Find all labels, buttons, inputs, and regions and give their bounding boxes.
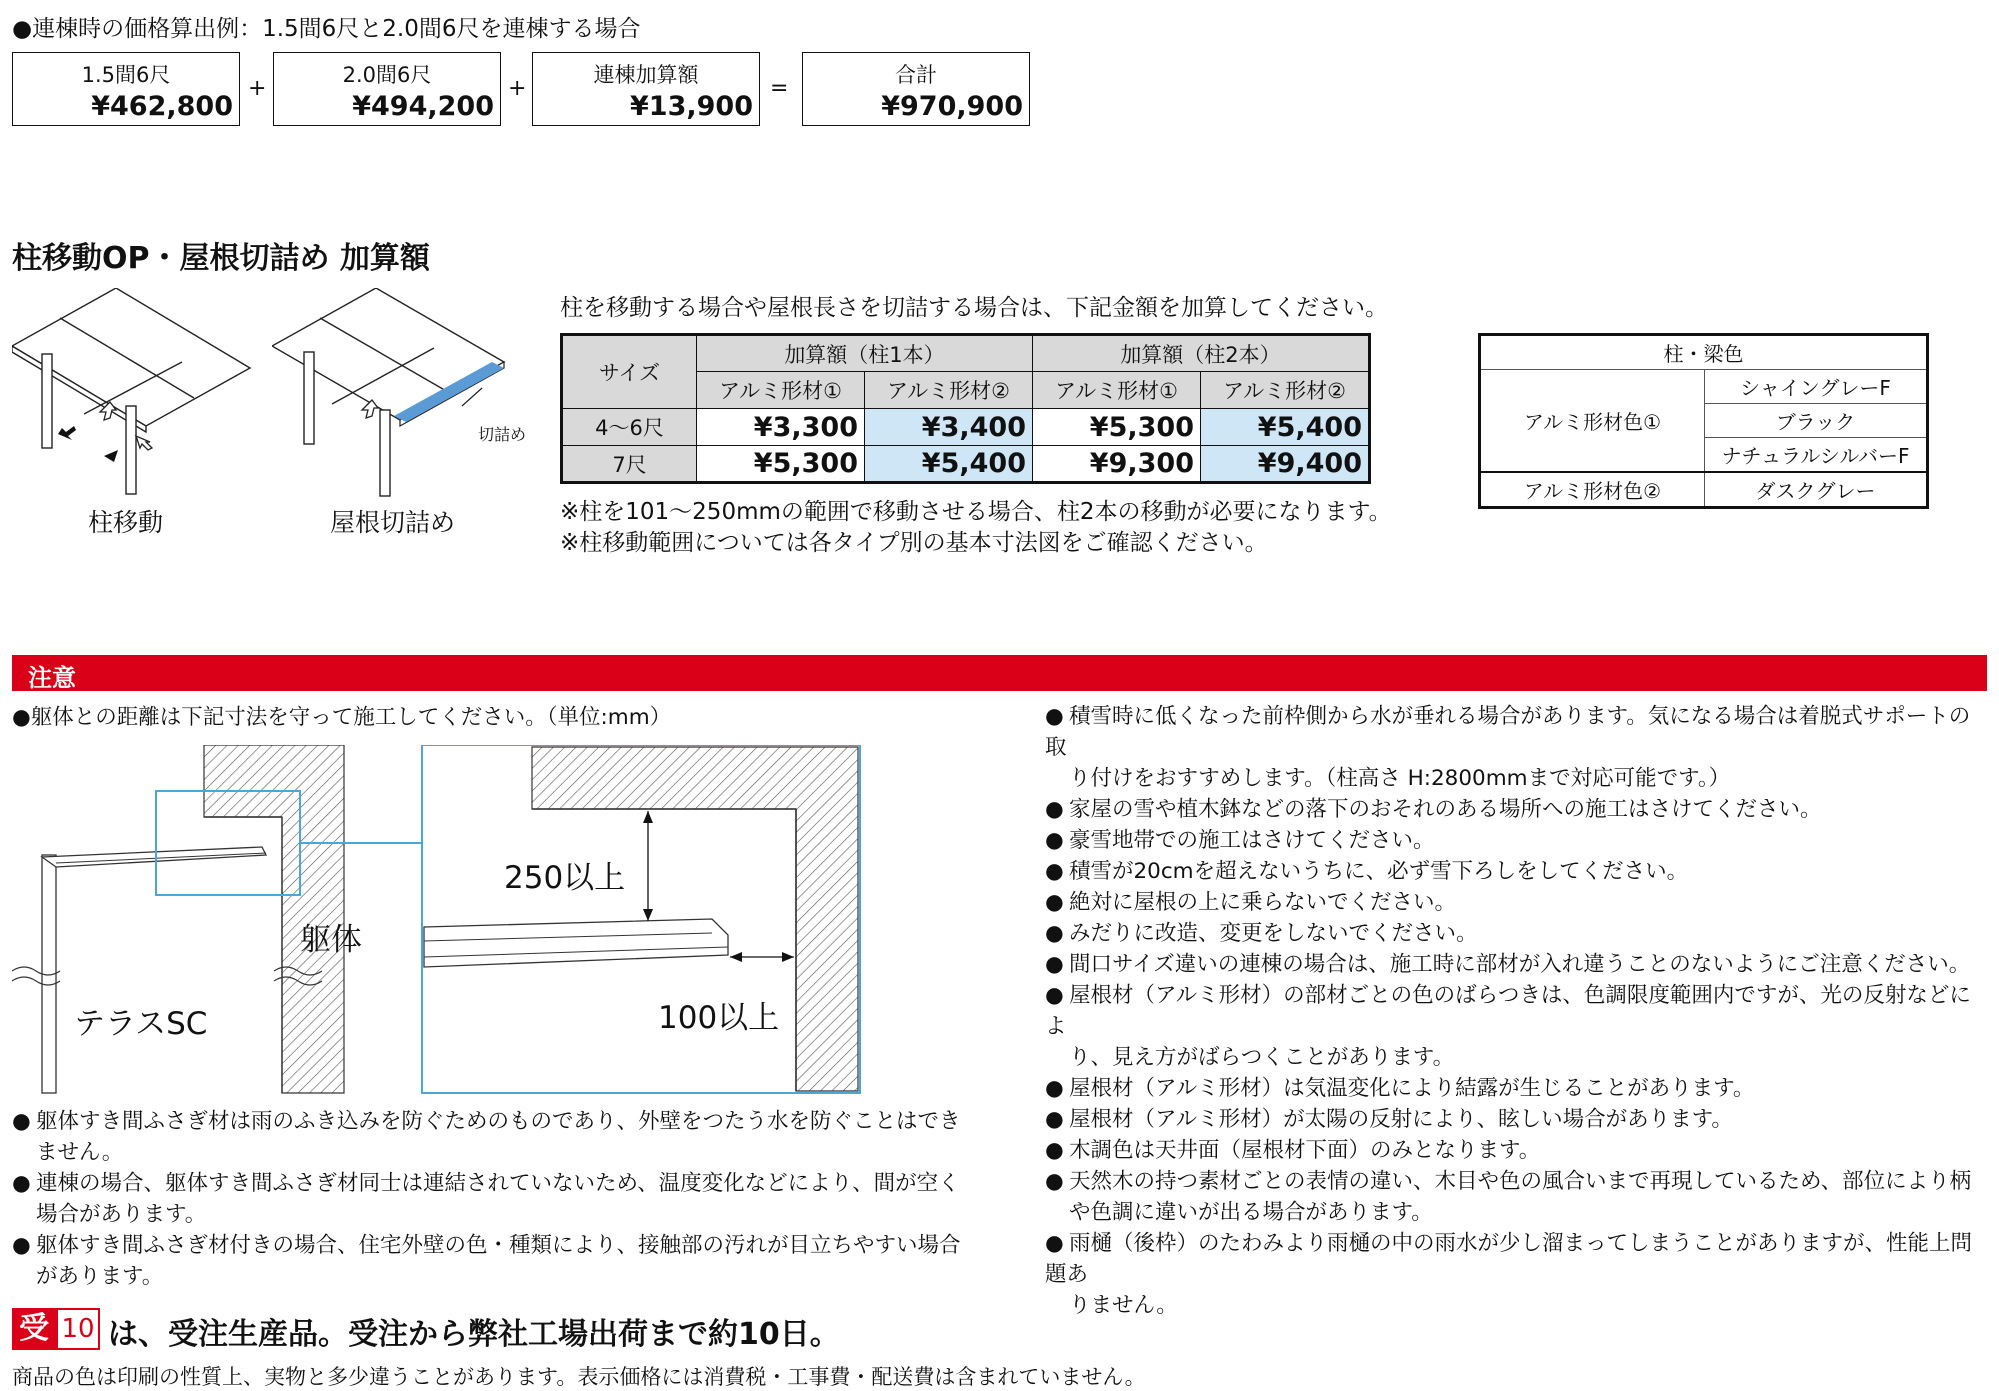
terrace-label: テラスSC [74, 1006, 208, 1042]
note-item: ● 天然木の持つ素材ごとの表情の違い、木目や色の風合いまで再現しているため、部位により柄 [1045, 1169, 1972, 1194]
price-cell: ¥5,400 [865, 446, 1033, 483]
caution-header [12, 655, 1987, 691]
post-move-figure [12, 288, 252, 498]
size-cell: 7尺 [562, 446, 697, 483]
note-item-cont: りません。 [1069, 1293, 1178, 1318]
price-box-3 [532, 52, 760, 126]
section-title: 柱移動OP・屋根切詰め 加算額 [12, 241, 430, 276]
footer-main-text: は、受注生産品。受注から弊社工場出荷まで約10日。 [108, 1317, 840, 1352]
group2-header: 加算額（柱2本） [1033, 335, 1370, 372]
price-cell: ¥5,300 [1033, 409, 1201, 446]
color-name: ナチュラルシルバーF [1705, 438, 1928, 473]
distance-note: ●躯体との距離は下記寸法を守って施工してください。（単位:mm） [12, 705, 672, 730]
note-item: ● 豪雪地帯での施工はさけてください。 [1045, 828, 1435, 853]
price-box-label: 1.5間6尺 [81, 63, 171, 87]
group1-header: 加算額（柱1本） [697, 335, 1033, 372]
size-cell: 4～6尺 [562, 409, 697, 446]
color-group-1: アルミ形材色① [1480, 370, 1705, 473]
price-cell: ¥9,400 [1201, 446, 1370, 483]
color-group-2: アルミ形材色② [1480, 472, 1705, 508]
note-item: ● 屋根材（アルミ形材）は気温変化により結露が生じることがあります。 [1045, 1076, 1755, 1101]
sub-header: アルミ形材② [865, 372, 1033, 409]
price-cell: ¥5,400 [1201, 409, 1370, 446]
price-box-total [802, 52, 1030, 126]
note-item: ● みだりに改造、変更をしないでください。 [1045, 921, 1478, 946]
note-item: ● 躯体すき間ふさぎ材は雨のふき込みを防ぐためのものであり、外壁をつたう水を防ぐことはでき [12, 1109, 961, 1134]
body-label: 躯体 [300, 922, 362, 958]
note-item: ● 木調色は天井面（屋根材下面）のみとなります。 [1045, 1138, 1541, 1163]
intro-text: 柱を移動する場合や屋根長さを切詰する場合は、下記金額を加算してください。 [560, 295, 1388, 321]
price-note: ※柱を101～250mmの範囲で移動させる場合、柱2本の移動が必要になります。 [560, 499, 1392, 525]
badge-number: 10 [56, 1308, 100, 1350]
caution-title: 注意 [28, 664, 76, 692]
note-item: ● 積雪時に低くなった前枠側から水が垂れる場合があります。気になる場合は着脱式サポートの取 [1045, 704, 1971, 760]
footer-disclaimer: 商品の色は印刷の性質上、実物と多少違うことがあります。表示価格には消費税・工事費・配送費は含まれていません。 [12, 1365, 1146, 1389]
price-cell: ¥5,300 [697, 446, 865, 483]
note-item: ● 躯体すき間ふさぎ材付きの場合、住宅外壁の色・種類により、接触部の汚れが目立ちやすい場合 [12, 1233, 961, 1258]
price-box-2 [273, 52, 501, 126]
note-item: ● 屋根材（アルミ形材）が太陽の反射により、眩しい場合があります。 [1045, 1107, 1733, 1132]
sub-header: アルミ形材① [1033, 372, 1201, 409]
dim-250-label: 250以上 [504, 860, 626, 896]
example-title: ●連棟時の価格算出例：1.5間6尺と2.0間6尺を連棟する場合 [12, 16, 641, 42]
size-header: サイズ [562, 335, 697, 409]
equals-sign: = [770, 76, 789, 101]
made-to-order-badge [12, 1308, 100, 1350]
note-item-cont: り、見え方がばらつくことがあります。 [1069, 1045, 1455, 1070]
right-notes [1045, 701, 1990, 1321]
sub-header: アルミ形材① [697, 372, 865, 409]
price-cell: ¥9,300 [1033, 446, 1201, 483]
price-cell: ¥3,300 [697, 409, 865, 446]
note-item: ● 連棟の場合、躯体すき間ふさぎ材同士は連結されていないため、温度変化などにより、間が空く [12, 1171, 960, 1196]
note-item-cont: り付けをおすすめします。（柱高さ H:2800mmまで対応可能です。） [1069, 766, 1731, 791]
price-box-value: ¥462,800 [91, 91, 233, 122]
badge-char: 受 [12, 1308, 56, 1350]
note-item-cont: ません。 [36, 1140, 124, 1165]
clearance-diagram [12, 745, 872, 1100]
price-box-value: ¥13,900 [630, 91, 753, 122]
color-name: ブラック [1705, 404, 1928, 438]
roof-cut-figure [272, 288, 542, 498]
note-item: ● 雨樋（後枠）のたわみより雨樋の中の雨水が少し溜まってしまうことがありますが、性能上問題あ [1045, 1231, 1973, 1287]
dim-100-label: 100以上 [658, 1000, 780, 1036]
price-note: ※柱移動範囲については各タイプ別の基本寸法図をご確認ください。 [560, 530, 1268, 556]
color-name: シャイングレーF [1705, 370, 1928, 404]
note-item: ● 家屋の雪や植木鉢などの落下のおそれのある場所への施工はさけてください。 [1045, 797, 1822, 822]
note-item: ● 積雪が20cmを超えないうちに、必ず雪下ろしをしてください。 [1045, 859, 1689, 884]
price-box-label: 合計 [895, 63, 937, 87]
price-box-1 [12, 52, 240, 126]
price-box-value: ¥970,900 [881, 91, 1023, 122]
note-item-cont: があります。 [36, 1264, 164, 1289]
price-notes [560, 497, 1392, 559]
price-box-value: ¥494,200 [352, 91, 494, 122]
price-box-label: 連棟加算額 [593, 63, 699, 87]
roof-cut-label: 屋根切詰め [330, 508, 456, 537]
color-name: ダスクグレー [1705, 472, 1928, 508]
addition-price-table [560, 333, 1371, 484]
sub-header: アルミ形材② [1201, 372, 1370, 409]
note-item: ● 間口サイズ違いの連棟の場合は、施工時に部材が入れ違うことのないようにご注意ください。 [1045, 952, 1971, 977]
roof-cut-callout: 切詰め [478, 425, 527, 444]
color-table-header: 柱・梁色 [1480, 335, 1928, 370]
post-move-label: 柱移動 [88, 508, 164, 537]
note-item-cont: 場合があります。 [36, 1202, 207, 1227]
plus-sign: + [248, 76, 267, 101]
plus-sign: + [508, 76, 527, 101]
color-table [1478, 333, 1929, 509]
note-item: ● 絶対に屋根の上に乗らないでください。 [1045, 890, 1457, 915]
note-item-cont: や色調に違いが出る場合があります。 [1069, 1200, 1433, 1225]
price-cell: ¥3,400 [865, 409, 1033, 446]
left-notes [12, 1106, 1012, 1292]
note-item: ● 屋根材（アルミ形材）の部材ごとの色のばらつきは、色調限度範囲内ですが、光の反射などによ [1045, 983, 1971, 1039]
price-box-label: 2.0間6尺 [342, 63, 432, 87]
